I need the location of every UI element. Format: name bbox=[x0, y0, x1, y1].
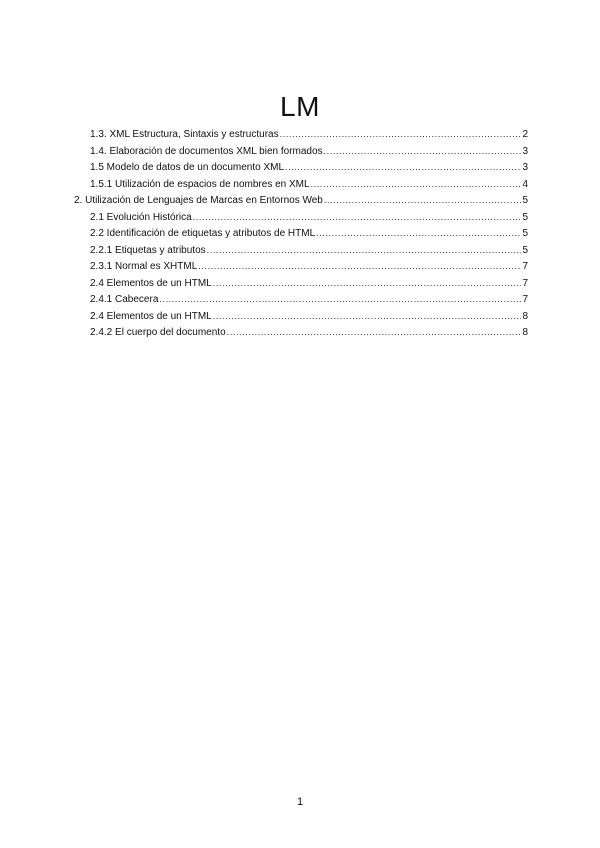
toc-entry[interactable] bbox=[90, 242, 528, 259]
table-of-contents bbox=[0, 126, 600, 341]
toc-dot-leader bbox=[311, 176, 522, 193]
toc-entry-page: 8 bbox=[522, 327, 528, 338]
toc-entry-label: 2.1 Evolución Histórica bbox=[90, 211, 192, 223]
toc-dot-leader bbox=[316, 225, 521, 242]
toc-entry[interactable] bbox=[90, 176, 528, 193]
toc-entry-label: 1.3. XML Estructura, Sintaxis y estructuras bbox=[90, 129, 279, 140]
toc-entry[interactable] bbox=[90, 258, 528, 275]
toc-entry[interactable] bbox=[74, 192, 528, 209]
toc-dot-leader bbox=[213, 275, 522, 292]
toc-entry-label: 2.4.1 Cabecera bbox=[90, 294, 159, 305]
toc-entry[interactable] bbox=[90, 291, 528, 308]
toc-entry-label: 1.4. Elaboración de documentos XML bien formados bbox=[90, 145, 323, 157]
toc-entry[interactable] bbox=[90, 126, 528, 143]
toc-dot-leader bbox=[159, 291, 521, 308]
toc-entry-label: 2.2.1 Etiquetas y atributos bbox=[90, 244, 206, 256]
toc-entry[interactable] bbox=[90, 324, 528, 341]
toc-entry-page: 8 bbox=[522, 310, 528, 322]
toc-entry-label: 2.4 Elementos de un HTML bbox=[90, 310, 212, 322]
toc-dot-leader bbox=[227, 324, 522, 341]
toc-entry-label: 2.2 Identificación de etiquetas y atributos de HTML bbox=[90, 228, 316, 239]
toc-entry-label: 2.4 Elementos de un HTML bbox=[90, 277, 212, 289]
toc-dot-leader bbox=[280, 126, 522, 143]
toc-entry[interactable] bbox=[90, 143, 528, 160]
toc-entry-page: 5 bbox=[522, 211, 528, 223]
toc-entry[interactable] bbox=[90, 308, 528, 325]
toc-entry-label: 2.4.2 El cuerpo del documento bbox=[90, 327, 226, 338]
toc-entry-page: 4 bbox=[522, 178, 528, 190]
toc-entry-page: 5 bbox=[522, 228, 528, 239]
document-title: LM bbox=[280, 90, 320, 122]
page-number: 1 bbox=[296, 796, 304, 808]
toc-entry-label: 1.5.1 Utilización de espacios de nombres en XML bbox=[90, 178, 310, 190]
toc-entry-label: 2. Utilización de Lenguajes de Marcas en Entornos Web bbox=[74, 195, 323, 206]
toc-entry-page: 2 bbox=[522, 129, 528, 140]
toc-entry-page: 7 bbox=[522, 261, 528, 272]
toc-entry[interactable] bbox=[90, 275, 528, 292]
toc-entry-label: 2.3.1 Normal es XHTML bbox=[90, 261, 198, 272]
toc-entry-page: 7 bbox=[522, 294, 528, 305]
toc-dot-leader bbox=[207, 242, 522, 259]
toc-entry[interactable] bbox=[90, 159, 528, 176]
toc-entry-page: 7 bbox=[522, 277, 528, 289]
toc-dot-leader bbox=[324, 143, 522, 160]
toc-entry-page: 3 bbox=[522, 162, 528, 173]
toc-entry-page: 5 bbox=[522, 195, 528, 206]
toc-entry-label: 1.5 Modelo de datos de un documento XML bbox=[90, 162, 285, 173]
toc-entry-page: 5 bbox=[522, 244, 528, 256]
toc-dot-leader bbox=[285, 159, 521, 176]
toc-dot-leader bbox=[213, 308, 522, 325]
toc-dot-leader bbox=[198, 258, 521, 275]
toc-entry[interactable] bbox=[90, 209, 528, 226]
toc-entry-page: 3 bbox=[522, 145, 528, 157]
toc-dot-leader bbox=[324, 192, 522, 209]
toc-dot-leader bbox=[193, 209, 522, 226]
toc-entry[interactable] bbox=[90, 225, 528, 242]
